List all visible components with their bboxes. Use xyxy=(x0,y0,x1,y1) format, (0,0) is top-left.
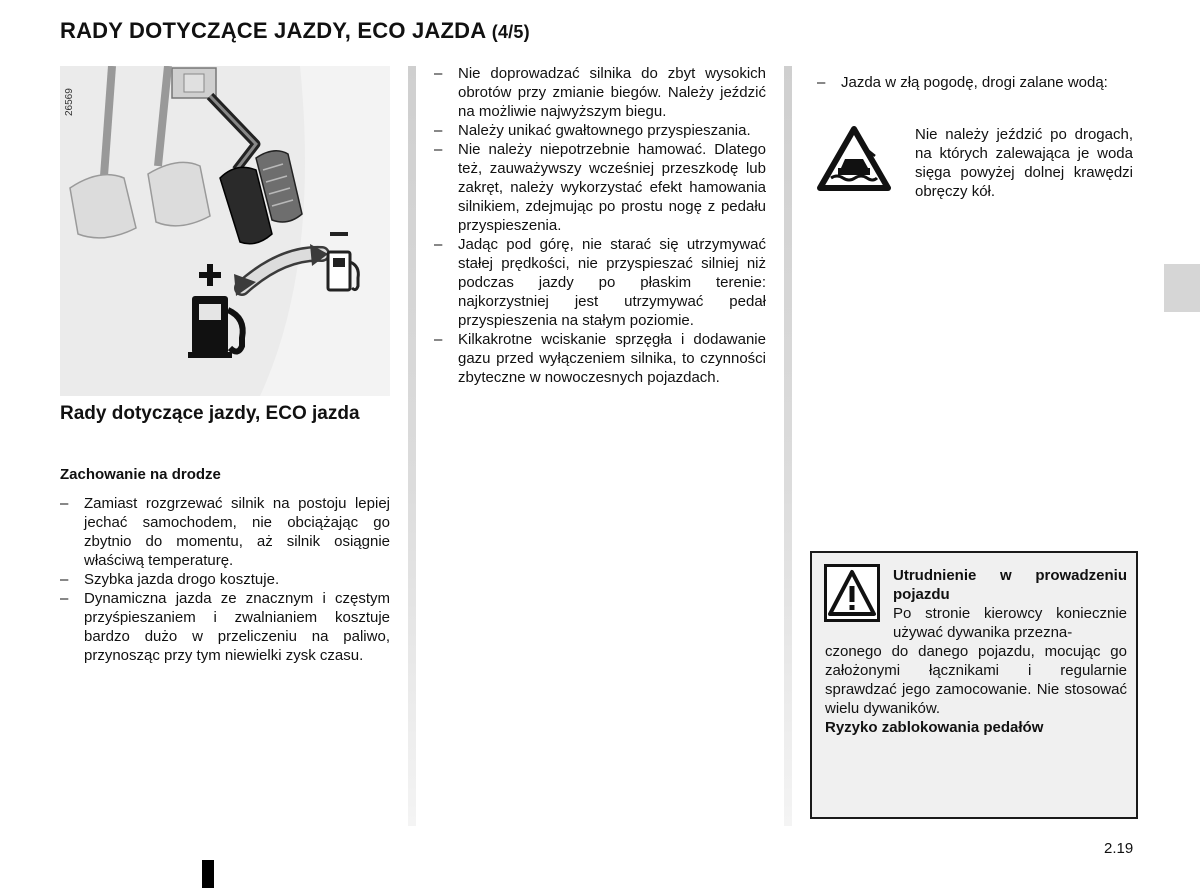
col2-bullet-list xyxy=(434,64,766,387)
section-heading: Rady dotyczące jazdy, ECO jazda xyxy=(60,403,360,424)
list-item: – Jadąc pod górę, nie starać się utrzymywać stałej prędkości, nie przyspieszać silniej niż podczas jazdy po płaskim terenie: najkorzystniej jest utrzymywać pedał przyspieszenia na stałym poziomie. xyxy=(434,235,766,330)
pedals-illustration xyxy=(60,66,390,396)
warning-body-text: czonego do danego pojazdu, mocując go założonymi łącznikami i regularnie sprawdzać jego zamocowanie. Nie stosować wielu dywaników. xyxy=(825,643,1127,717)
col1-bullet-list xyxy=(60,494,390,665)
list-item: – Dynamiczna jazda ze znacznym i częstym przyśpieszaniem i zwalnianiem kosztuje bardzo dużo w przeliczeniu na paliwo, przynosząc przy tym niewielki zysk czasu. xyxy=(60,589,390,665)
list-item: – Należy unikać gwałtownego przyspieszania. xyxy=(434,121,766,140)
list-item: – Kilkakrotne wciskanie sprzęgła i dodawanie gazu przed wyłączeniem silnika, to czynności zbyteczne w nowoczesnych pojazdach. xyxy=(434,330,766,387)
page-number: 2.19 xyxy=(1104,840,1134,857)
list-item: – Szybka jazda drogo kosztuje. xyxy=(60,570,390,589)
page-title-text: RADY DOTYCZĄCE JAZDY, ECO JAZDA xyxy=(60,18,486,43)
print-mark xyxy=(202,860,214,888)
warning-risk-text: Ryzyko zablokowania pedałów xyxy=(825,719,1044,736)
warning-box xyxy=(810,551,1138,819)
list-item: – Nie doprowadzać silnika do zbyt wysokich obrotów przy zmianie biegów. Należy jeździć na możliwie najwyższym biegu. xyxy=(434,64,766,121)
list-item: – Nie należy niepotrzebnie hamować. Dlatego też, zauważywszy wcześniej przeszkodę lub zakręt, należy wykorzystać efekt hamowania silnikiem, zdejmując po prostu nogę z pedału przyspieszenia. xyxy=(434,140,766,235)
list-item: – Zamiast rozgrzewać silnik na postoju lepiej jechać samochodem, nie obciążając go zbytnio do momentu, aż silnik osiągnie właściwą temperaturę. xyxy=(60,494,390,570)
flood-warning-icon xyxy=(817,126,891,192)
warning-triangle-icon xyxy=(824,564,880,622)
section-thumb-tab xyxy=(1164,264,1200,312)
column-rule-2 xyxy=(784,66,792,826)
col3-bullet-list xyxy=(817,73,1132,92)
pedals-drawing xyxy=(60,66,390,396)
warning-lead-text: Po stronie kierowcy koniecznie używać dywanika przezna- xyxy=(893,605,1127,641)
column-rule-1 xyxy=(408,66,416,826)
list-item: – Jazda w złą pogodę, drogi zalane wodą: xyxy=(817,73,1132,92)
page-title xyxy=(60,18,530,44)
section-subheading: Zachowanie na drodze xyxy=(60,466,221,483)
figure-code: 26569 xyxy=(64,88,75,116)
flood-note: Nie należy jeździć po drogach, na których zalewająca je woda sięga powyżej dolnej krawędzi obręczy kół. xyxy=(915,126,1133,200)
page-part: (4/5) xyxy=(491,22,530,42)
warning-title: Utrudnienie w prowadzeniu pojazdu xyxy=(893,567,1127,603)
